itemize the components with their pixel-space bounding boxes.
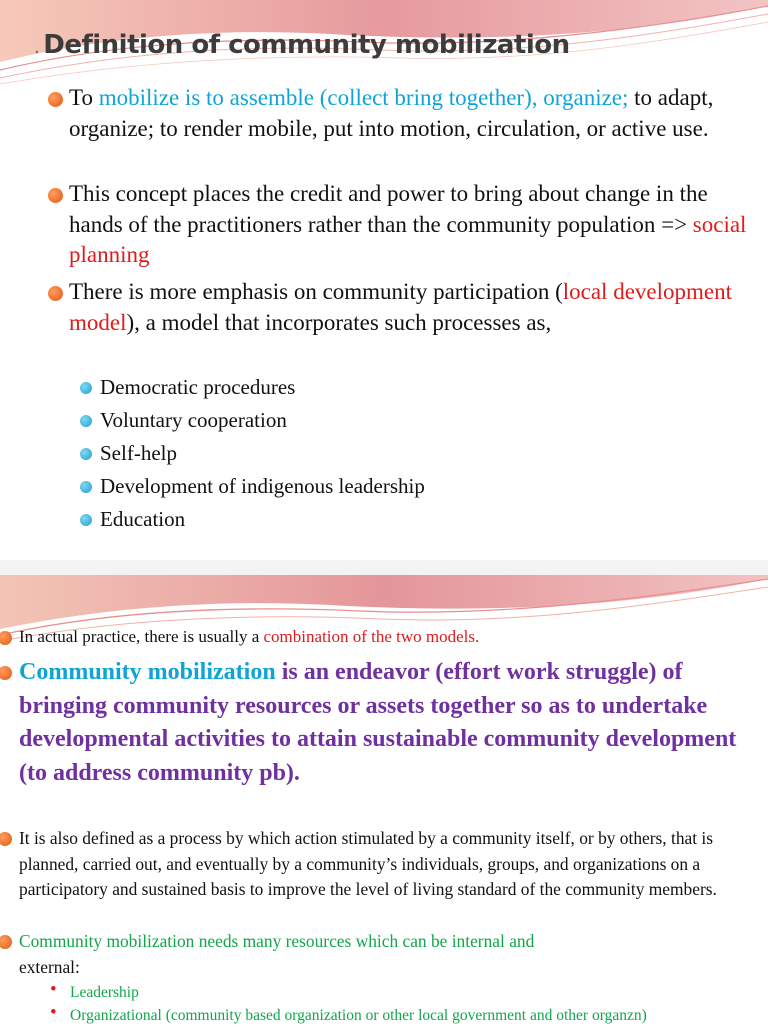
paragraph-highlight: Community mobilization needs many resources which can be internal and	[19, 931, 535, 951]
sub-bullet: Self-help	[100, 441, 177, 465]
sub-bullet: Voluntary cooperation	[100, 408, 287, 432]
sub-bullet: • Organizational (community based organization or other local government and other organzn)	[70, 1006, 647, 1026]
slide-separator	[0, 560, 768, 575]
paragraph-text: In actual practice, there is usually a	[19, 627, 264, 646]
bullet-highlight: social planning	[69, 211, 747, 267]
paragraph-actual-practice	[19, 626, 764, 648]
bullet-participation	[69, 277, 749, 338]
bullet-text: to adapt, organize; to render mobile, put into motion, circulation, or active use.	[69, 85, 714, 141]
paragraph-text: is an endeavor (effort work struggle) of bringing community resources or assets together so as to undertake developmental activities to attain sustainable community development (to address community pb).	[19, 659, 737, 786]
sub-bullet: Development of indigenous leadership	[100, 474, 425, 498]
bullet-mobilize	[69, 83, 749, 144]
bullet-text: To	[69, 85, 99, 110]
sub-bullet: Democratic procedures	[100, 375, 296, 399]
bullet-highlight: local development model	[69, 279, 732, 335]
paragraph-highlight: combination of the two models.	[263, 627, 480, 646]
bullet-text: ), a model that incorporates such processes as,	[126, 309, 552, 335]
slide-title	[34, 30, 570, 60]
bullet-text: This concept places the credit and power to bring about change in the hands of the practitioners rather than the community population =>	[69, 181, 708, 237]
title-prefix: .	[34, 37, 40, 58]
bullet-text: There is more emphasis on community participation (	[69, 279, 563, 304]
bullet-highlight: mobilize is to assemble (collect bring together), organize;	[98, 85, 629, 110]
paragraph-definition	[19, 656, 764, 790]
sub-bullet: Education	[100, 507, 186, 531]
title-text: Definition of community mobilization	[43, 30, 570, 60]
bullet-concept	[69, 179, 749, 271]
paragraph-text: external:	[19, 956, 80, 977]
paragraph-process: It is also defined as a process by which action stimulated by a community itself, or by others, that is planned, carried out, and eventually by a community’s individuals, groups, and organizations on a participatory and sustained basis to improve the level of living standard of the community members.	[19, 826, 764, 903]
paragraph-resources	[19, 929, 764, 980]
paragraph-highlight: Community mobilization	[19, 659, 276, 685]
sub-bullet: • Leadership	[70, 983, 139, 1003]
